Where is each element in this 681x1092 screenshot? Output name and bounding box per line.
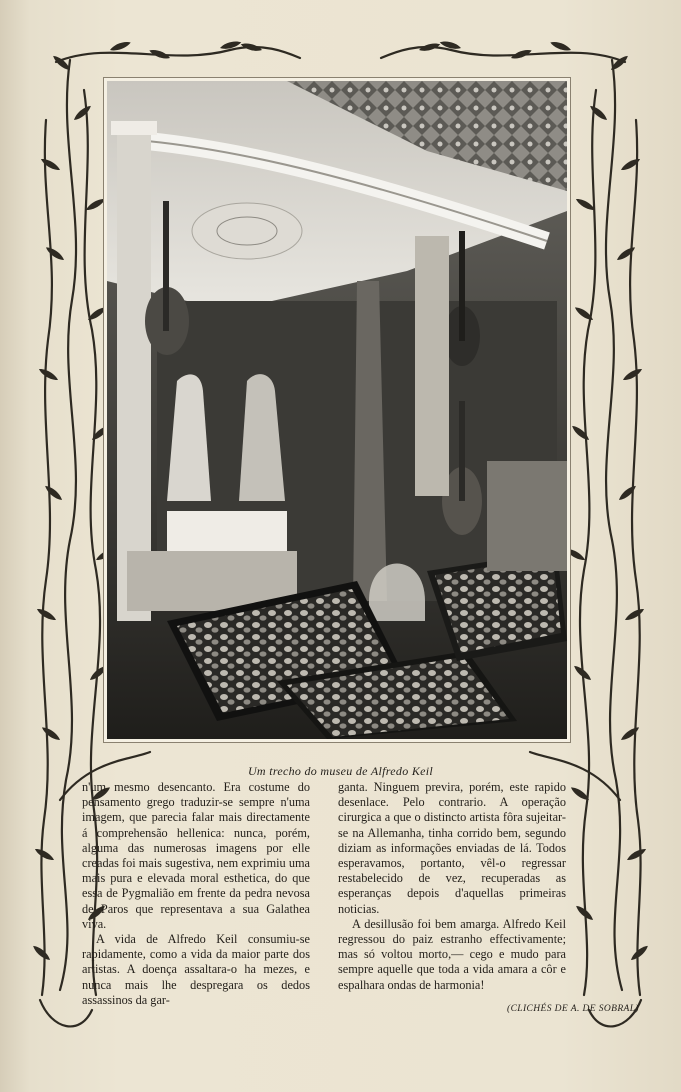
paragraph: ganta. Ninguem previra, porém, este rapido desenlace. Pelo contrario. A operação cirurgica a que o distincto artista fôra sujeitar-se na Allemanha, tinha corrido bem, segundo diziam as informações enviadas de lá. Todos esperavamos, portanto, vêl-o regressar restabelecido de vez, recuperadas as esperanças depois d'aquellas primeiras noticias. <box>338 780 566 916</box>
paragraph: n'um mesmo desencanto. Era costume do pensamento grego traduzir-se sempre n'uma imagem, que parecia falar mais directamente á comprehensão hellenica: nunca, porém, alguma das numerosas imagens por elle creadas foi mais sugestiva, nem exprimiu uma mais pura e elevada moral esthetica, do que essa de Pygmalião em frente da pedra nevosa de Paros que representava a sua Galathea viva. <box>82 780 310 931</box>
paragraph: A desillusão foi bem amarga. Alfredo Keil regressou do paiz estranho effectivamente; mas só voltou morto,— cego e mudo para sempre aquelle que toda a vida amara a côr e espalhara ondas de harmonia! <box>338 916 566 992</box>
figure-caption: Um trecho do museu de Alfredo Keil <box>247 764 434 778</box>
museum-photograph <box>104 78 570 742</box>
article-column-left <box>82 780 310 1008</box>
paragraph: A vida de Alfredo Keil consumiu-se rapidamente, como a vida da maior parte dos artistas. A doença assaltara-o ha mezes, e nunca mais lhe despregara os dedos assassinos da gar- <box>82 932 310 1007</box>
museum-interior-image <box>107 81 567 739</box>
article-column-right <box>338 780 566 993</box>
photo-credit: (CLICHÉS DE A. DE SOBRAL) <box>507 1004 639 1014</box>
